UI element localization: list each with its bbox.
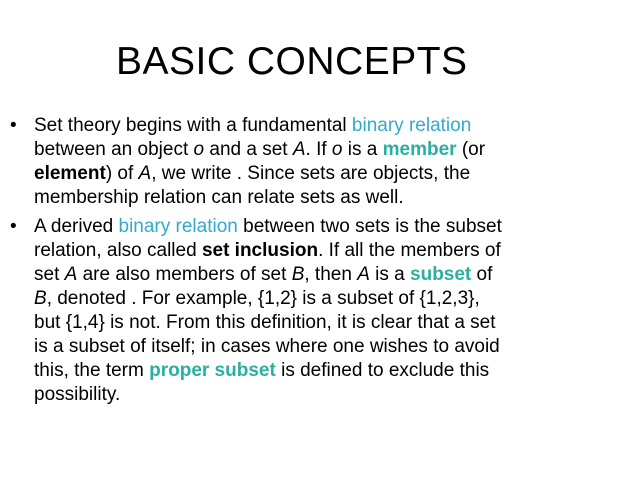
text-line [34,215,628,239]
bullet-item [8,215,628,407]
bullet-list [8,114,628,407]
text-segment: (or [456,139,486,160]
text-segment: , we write . Since sets are objects, the [151,163,471,184]
text-line [34,138,628,162]
text-line [34,239,628,263]
text-segment: A [138,163,152,184]
text-segment: and a set [204,139,293,160]
term-text: member [382,139,457,160]
text-segment: between an object [34,139,194,160]
text-line [34,287,628,311]
text-segment: but {1,4} is not. From this definition, it is clear that a set [34,312,496,333]
term-text: proper subset [149,360,276,381]
text-segment: possibility. [34,384,121,405]
text-line [34,383,628,407]
link-text[interactable]: binary relation [351,115,472,136]
text-line [34,359,628,383]
text-line [34,114,628,138]
text-line [34,335,628,359]
text-segment: is defined to exclude this [275,360,490,381]
text-segment: ) of [105,163,139,184]
text-segment: set [34,264,65,285]
text-segment: B [34,288,47,309]
text-segment: , then [304,264,358,285]
text-line [34,311,628,335]
link-text[interactable]: binary relation [118,216,238,237]
text-segment: element [34,163,106,184]
text-line [34,263,628,287]
text-line [34,162,628,186]
text-segment: , denoted . For example, {1,2} is a subset of {1,2,3}, [46,288,480,309]
text-segment: is a [369,264,411,285]
text-segment: Set theory begins with a fundamental [34,115,352,136]
bullet-item [8,114,628,210]
text-segment: A [357,264,370,285]
text-segment: is a [342,139,383,160]
text-line [34,186,628,210]
text-segment: this, the term [34,360,150,381]
text-segment: of [471,264,493,285]
text-segment: set inclusion [201,240,319,261]
term-text: subset [410,264,472,285]
text-segment: A derived [34,216,119,237]
text-segment: A [64,264,78,285]
text-segment: relation, also called [34,240,202,261]
text-segment: membership relation can relate sets as well. [34,187,404,208]
bullet-dot: • [10,115,17,136]
text-segment: . If all the members of [318,240,501,261]
text-segment: between two sets is the subset [237,216,502,237]
text-segment: . If [305,139,332,160]
slide-title: BASIC CONCEPTS [116,40,468,83]
text-segment: B [291,264,305,285]
text-segment: are also members of set [77,264,292,285]
bullet-dot: • [10,216,17,237]
text-segment: o [193,139,205,160]
text-segment: o [331,139,343,160]
text-segment: is a subset of itself; in cases where one wishes to avoid [34,336,500,357]
text-segment: A [292,139,306,160]
